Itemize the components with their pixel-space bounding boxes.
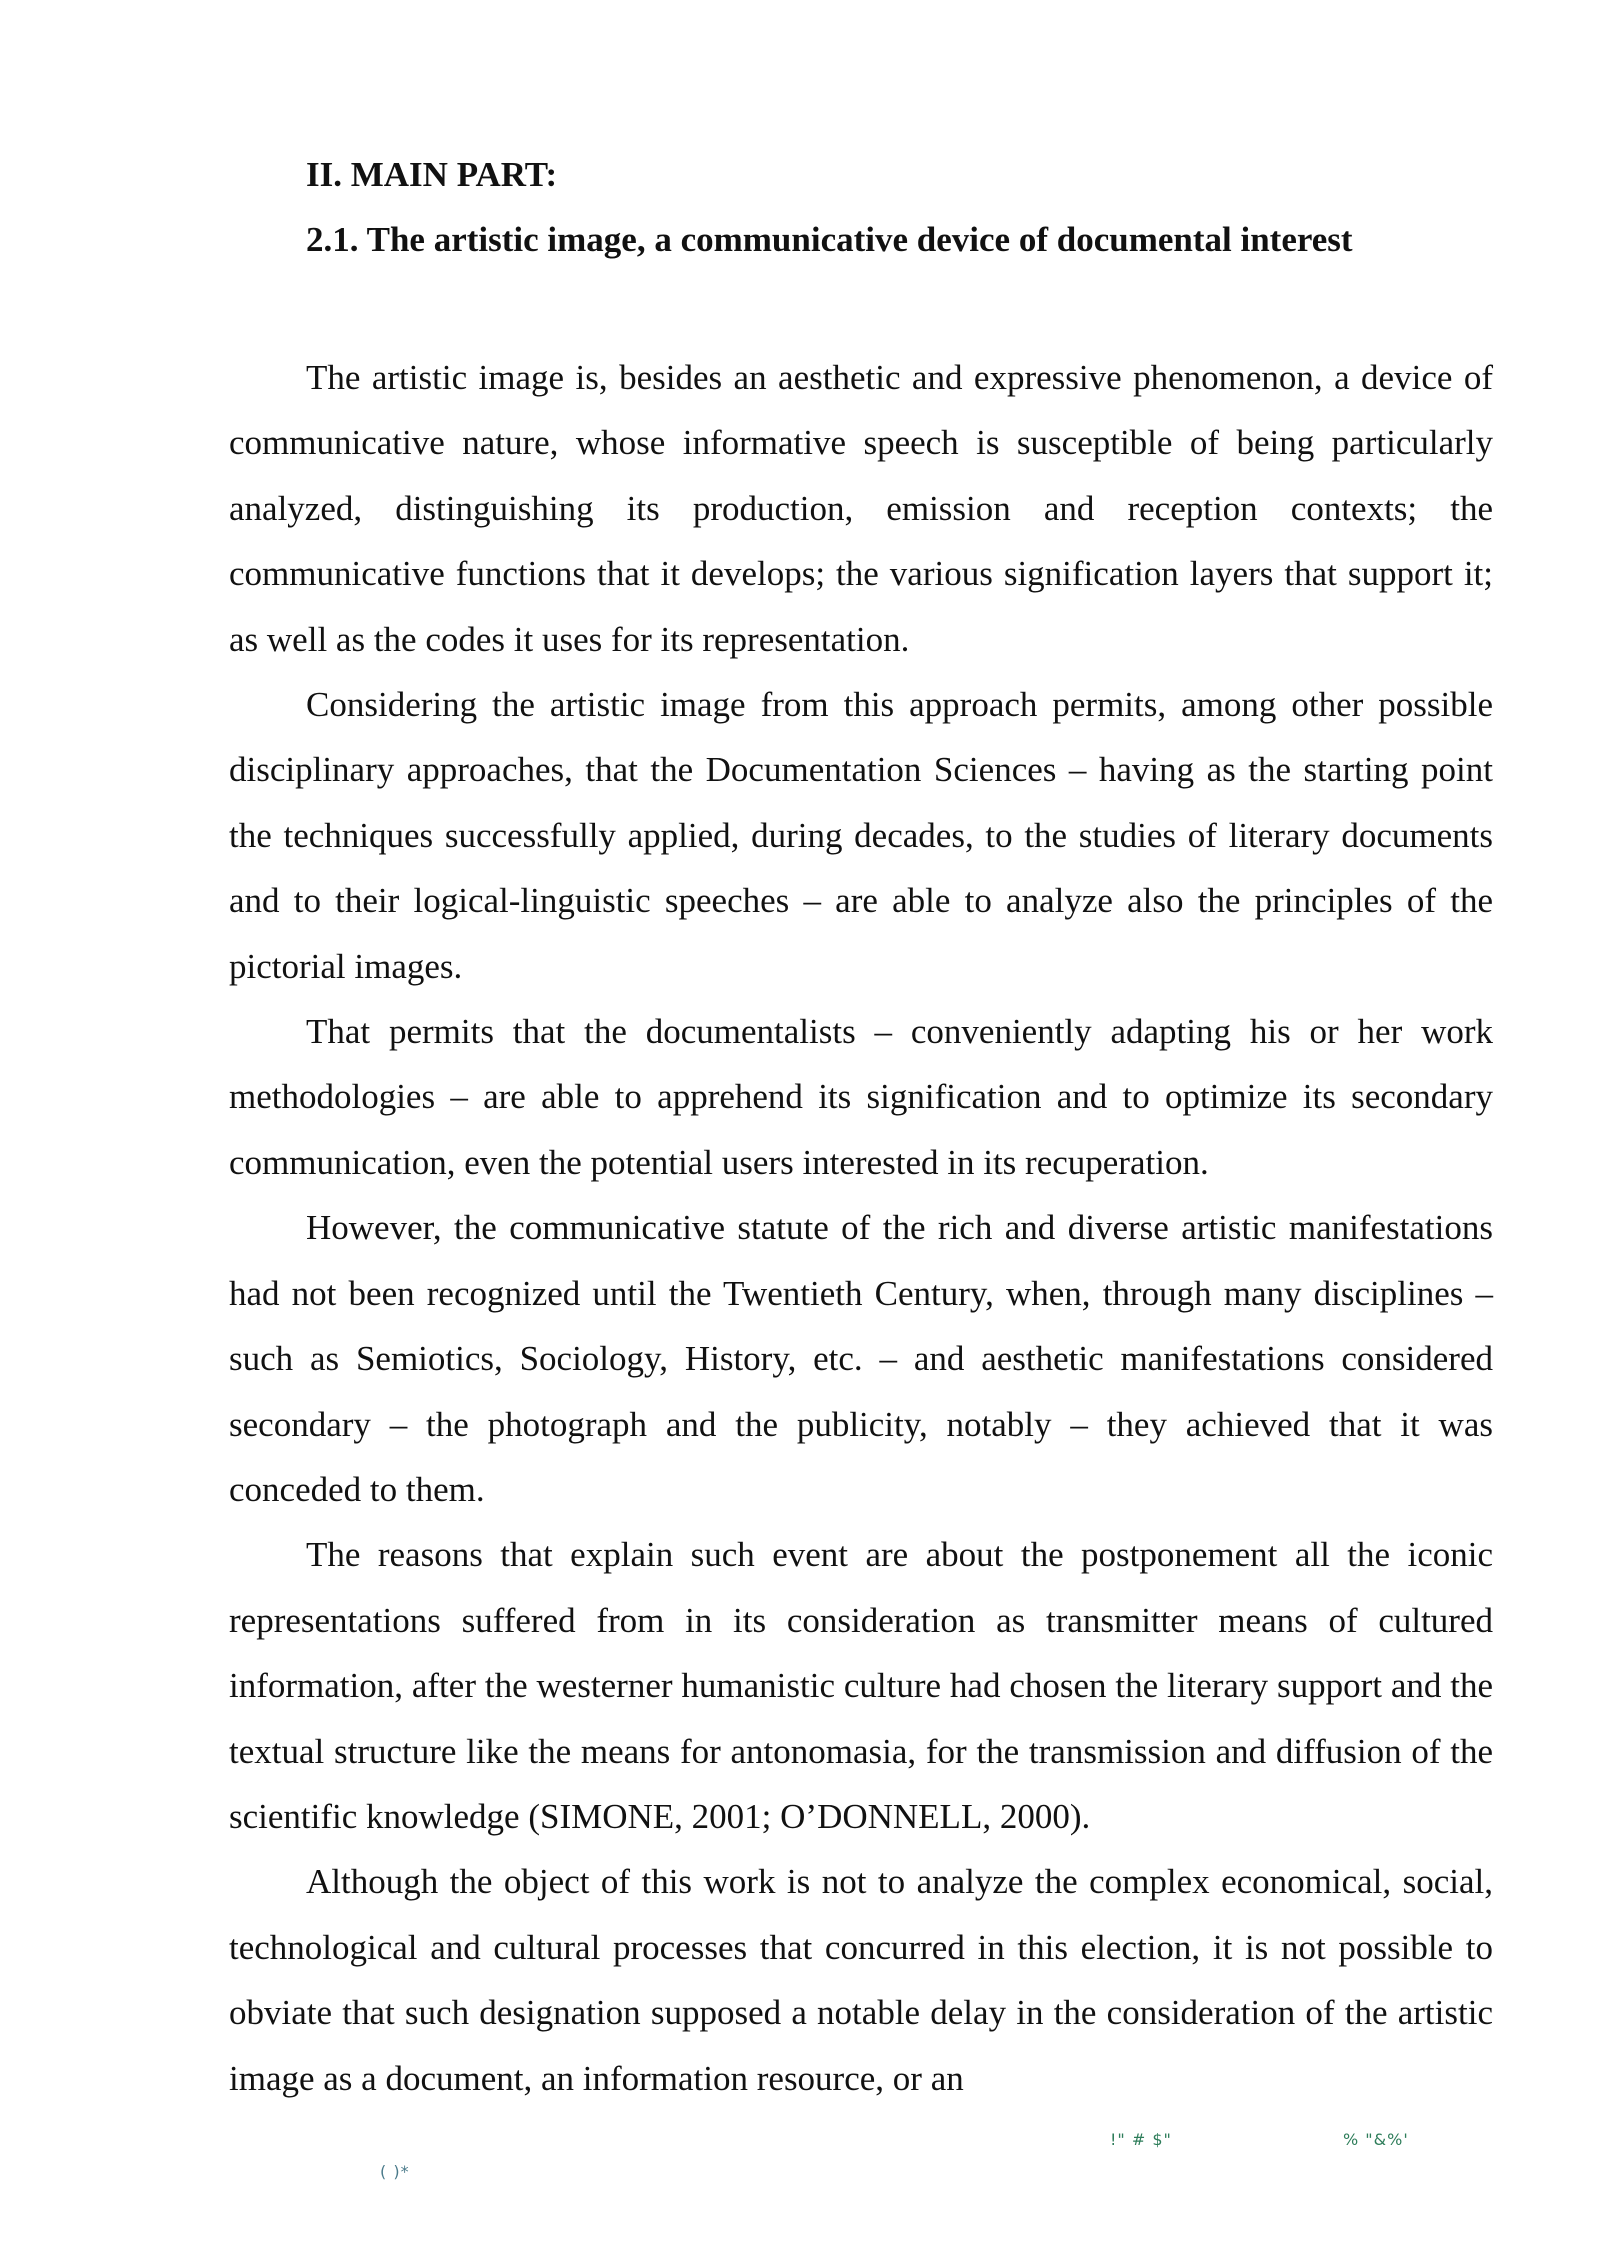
paragraph: The artistic image is, besides an aesthetic and expressive phenomenon, a device of communicative nature, whose informative speech is susceptible of being particularly analyzed, distinguishing its production, emission and reception contexts; the communicative functions that it develops; the various signification layers that support it; as well as the codes it uses for its representation. bbox=[229, 358, 1493, 659]
body-text bbox=[229, 345, 1493, 2111]
footer-right-text: % "&%' bbox=[1343, 2130, 1409, 2149]
footer-mid-text: !" # $" bbox=[1110, 2130, 1172, 2149]
footer-left-text: ( )* bbox=[380, 2162, 410, 2181]
paragraph: That permits that the documentalists – conveniently adapting his or her work methodologies – are able to apprehend its signification and to optimize its secondary communication, even the potential users interested in its recuperation. bbox=[229, 1012, 1493, 1182]
section-heading: II. MAIN PART: bbox=[306, 155, 558, 194]
subsection-heading: 2.1. The artistic image, a communicative device of documental interest bbox=[306, 220, 1353, 259]
paragraph: Although the object of this work is not to analyze the complex economical, social, technological and cultural processes that concurred in this election, it is not possible to obviate that such designation supposed a notable delay in the consideration of the artistic image as a document, an information resource, or an bbox=[229, 1862, 1493, 2098]
paragraph: Considering the artistic image from this approach permits, among other possible disciplinary approaches, that the Documentation Sciences – having as the starting point the techniques successfully applied, during decades, to the studies of literary documents and to their logical-linguistic speeches – are able to analyze also the principles of the pictorial images. bbox=[229, 685, 1493, 986]
paragraph: However, the communicative statute of the rich and diverse artistic manifestations had not been recognized until the Twentieth Century, when, through many disciplines – such as Semiotics, Sociology, History, etc. – and aesthetic manifestations considered secondary – the photograph and the publicity, notably – they achieved that it was conceded to them. bbox=[229, 1208, 1493, 1509]
paragraph: The reasons that explain such event are about the postponement all the iconic representations suffered from in its consideration as transmitter means of cultured information, after the westerner humanistic culture had chosen the literary support and the textual structure like the means for antonomasia, for the transmission and diffusion of the scientific knowledge (SIMONE, 2001; O’DONNELL, 2000). bbox=[229, 1535, 1493, 1836]
